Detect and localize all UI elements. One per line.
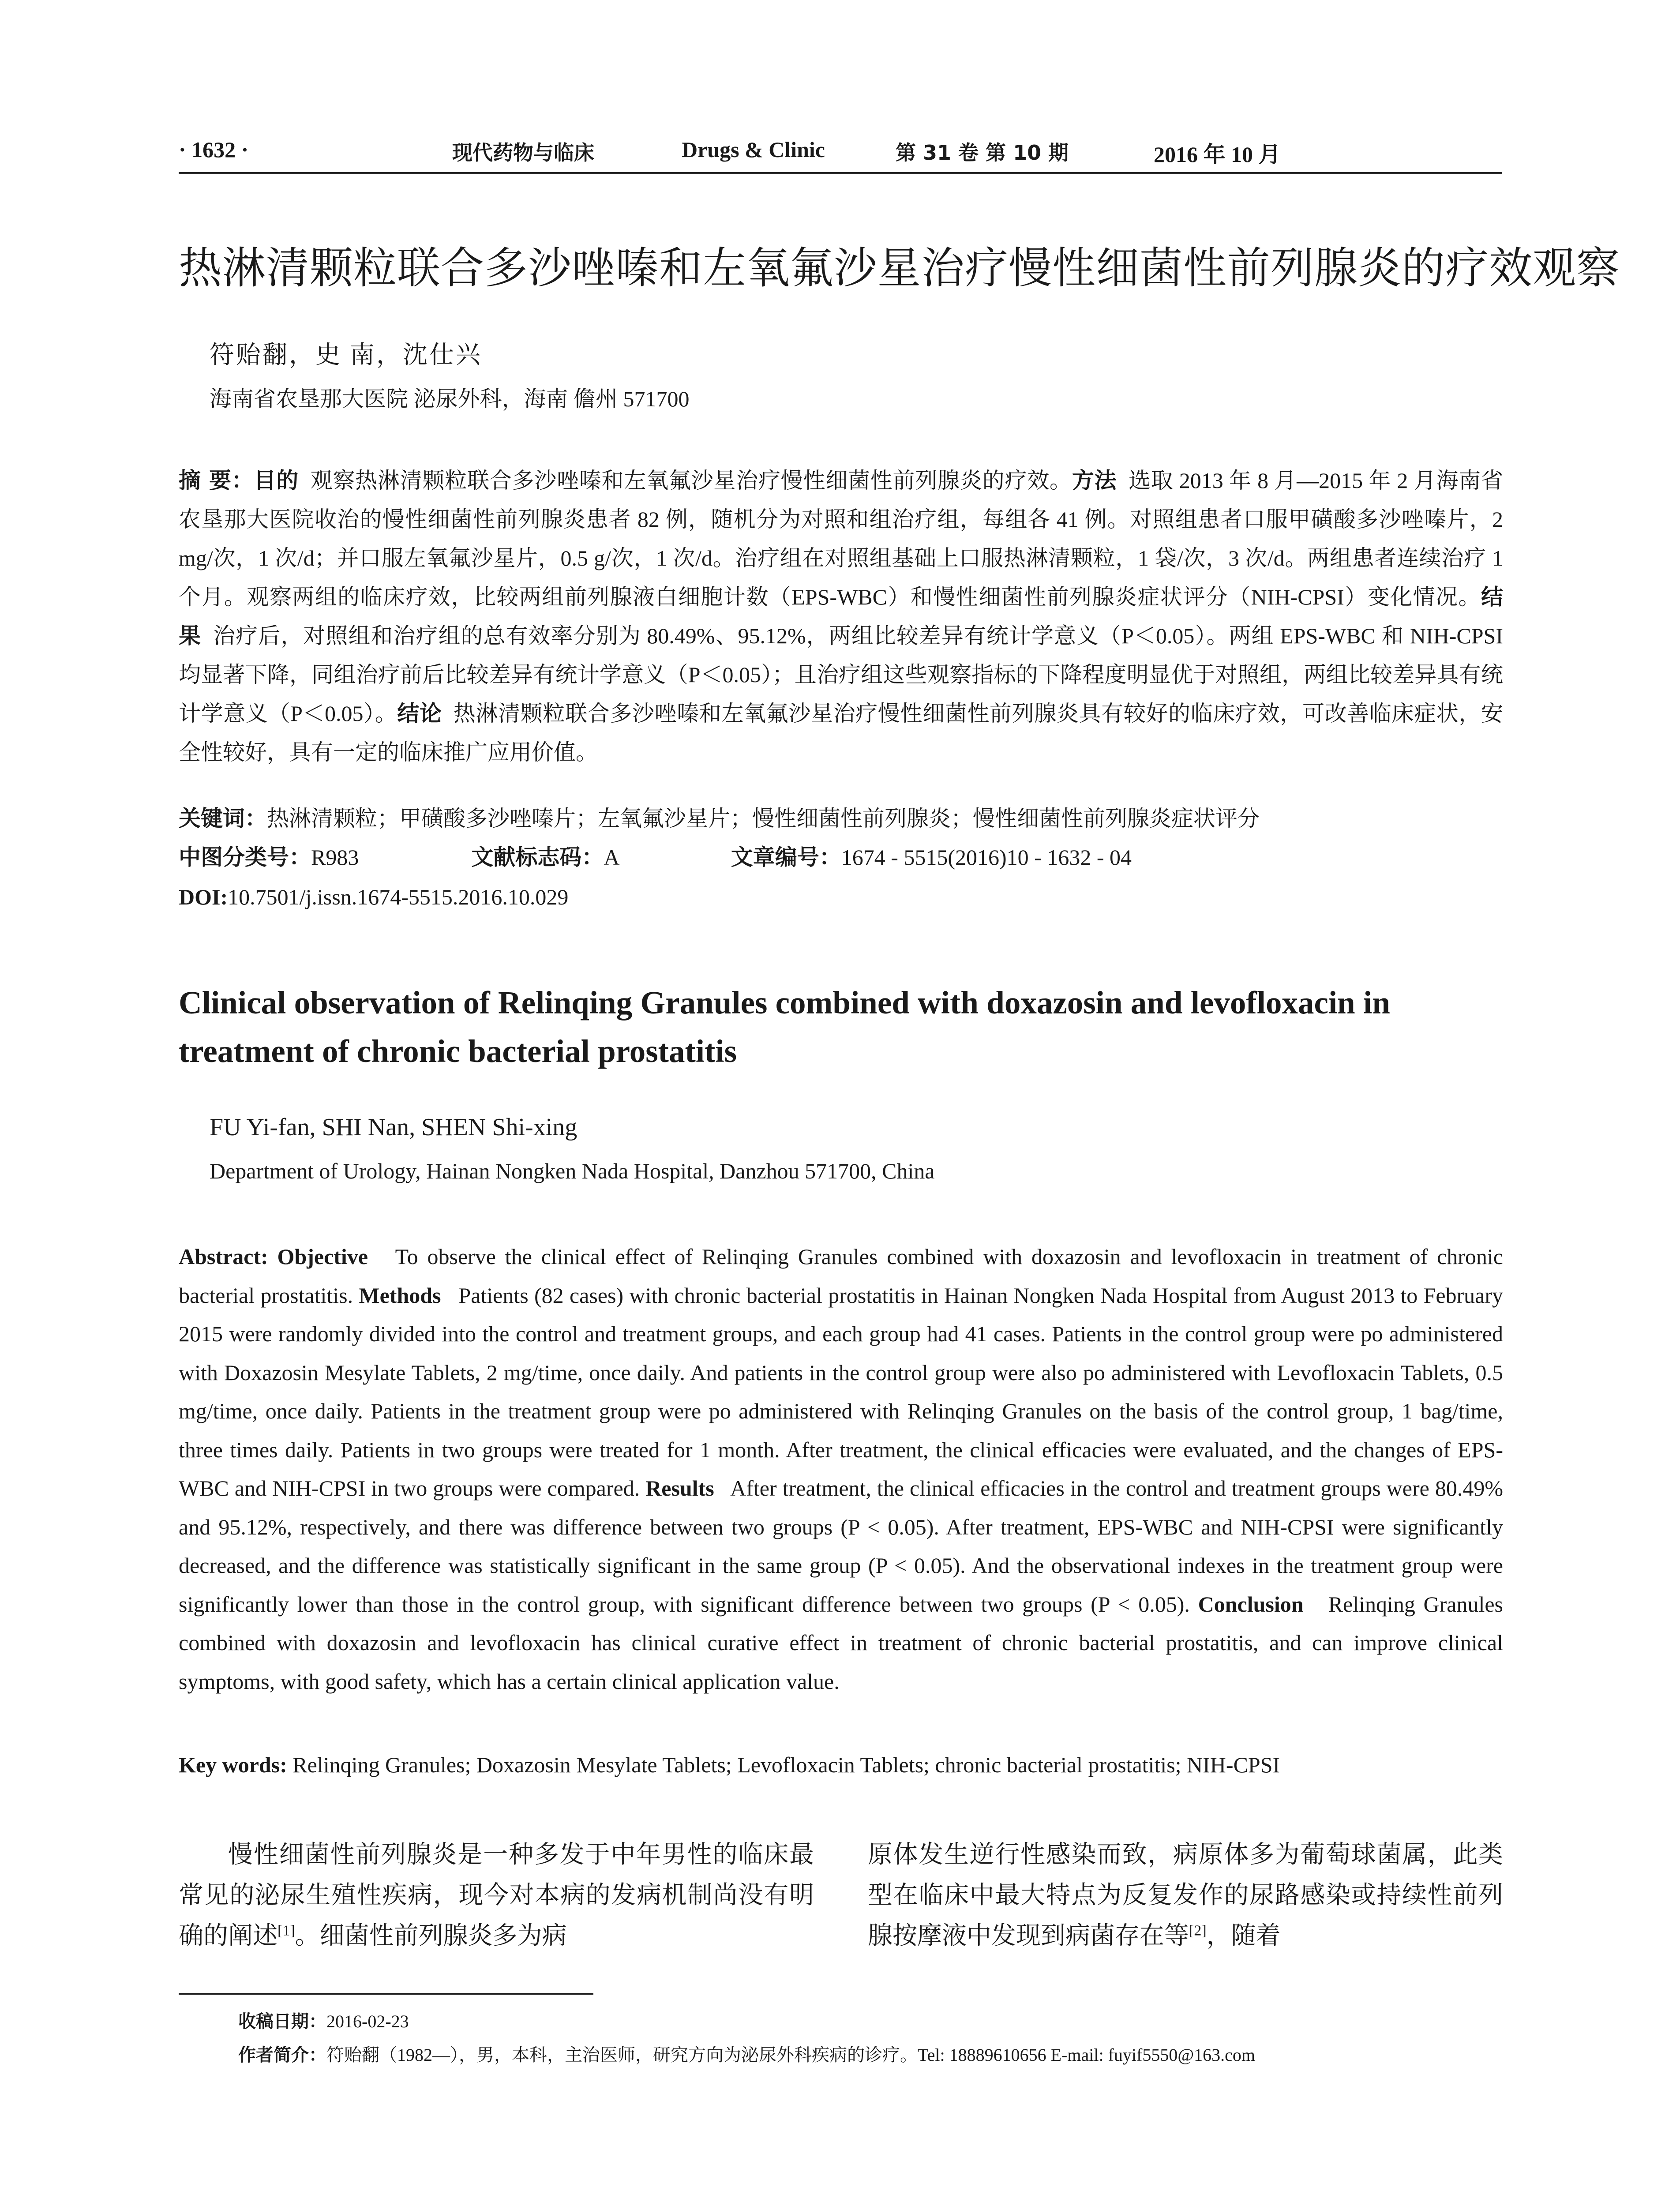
article-number-label: 文章编号：: [731, 844, 841, 870]
methods-text-cn: 选取 2013 年 8 月—2015 年 2 月海南省农垦那大医院收治的慢性细菌性前列腺炎患者 82 例，随机分为对照和组治疗组，每组各 41 例。对照组患者口服甲磺酸多沙唑嗪片，2 mg/次，1 次/d；并口服左氧氟沙星片，0.5 g/次，1 次/d。治疗组在对照组基础上口服热淋清颗粒，1 袋/次，3 次/d。两组患者连续治疗 1 个月。观察两组的临床疗效，比较两组前列腺液白细胞计数（EPS-WBC）和慢性细菌性前列腺炎症状评分（NIH-CPSI）变化情况。: [179, 468, 1504, 609]
objective-label-en: Objective: [277, 1244, 368, 1269]
doi-value[interactable]: 10.7501/j.issn.1674-5515.2016.10.029: [228, 885, 569, 909]
affiliation-cn: 海南省农垦那大医院 泌尿外科，海南 儋州 571700: [210, 386, 690, 411]
author-bio-label: 作者简介：: [238, 2045, 326, 2065]
body-text-left-b: 。细菌性前列腺炎多为病: [295, 1922, 567, 1950]
article-title-cn: 热淋清颗粒联合多沙唑嗪和左氧氟沙星治疗慢性细菌性前列腺炎的疗效观察: [179, 243, 1620, 293]
conclusion-label-cn: 结论: [397, 701, 442, 726]
conclusion-text-cn: 热淋清颗粒联合多沙唑嗪和左氧氟沙星治疗慢性细菌性前列腺炎具有较好的临床疗效，可改善临床症状，安全性较好，具有一定的临床推广应用价值。: [179, 701, 1504, 765]
objective-text-cn: 观察热淋清颗粒联合多沙唑嗪和左氧氟沙星治疗慢性细菌性前列腺炎的疗效。: [310, 468, 1072, 493]
conclusion-label-en: Conclusion: [1198, 1591, 1304, 1617]
footnote-received: [238, 2008, 409, 2035]
doc-code-label: 文献标志码：: [471, 844, 604, 870]
clc-value: R983: [311, 845, 359, 870]
body-text-left-a: 慢性细菌性前列腺炎是一种多发于中年男性的临床最常见的泌尿生殖性疾病，现今对本病的发病机制尚没有明确的阐述: [179, 1841, 814, 1950]
keywords-label-cn: 关键词：: [179, 806, 267, 831]
methods-label-cn: 方法: [1072, 468, 1117, 493]
article-number-value: 1674 - 5515(2016)10 - 1632 - 04: [841, 845, 1132, 870]
affiliation-en: Department of Urology, Hainan Nongken Nada Hospital, Danzhou 571700, China: [210, 1159, 935, 1183]
journal-name-cn: 现代药物与临床: [452, 141, 594, 165]
footnote-divider: [179, 1993, 593, 1995]
body-column-right: [868, 1835, 1503, 1956]
received-label: 收稿日期：: [238, 2011, 326, 2032]
results-text-cn: 治疗后，对照组和治疗组的总有效率分别为 80.49%、95.12%，两组比较差异有统计学意义（P＜0.05）。两组 EPS-WBC 和 NIH-CPSI 均显著下降，同组治疗前后比较差异有统计学意义（P＜0.05）；且治疗组这些观察指标的下降程度明显优于对照组，两组比较差异具有统计学意义（P＜0.05）。: [179, 623, 1504, 726]
methods-text-en: Patients (82 cases) with chronic bacterial prostatitis in Hainan Nongken Nada Hospital from August 2013 to February 2015 were randomly divided into the control and treatment groups, and each group had 41 cases. Patients in the control group were po administered with Doxazosin Mesylate Tablets, 2 mg/time, once daily. And patients in the control group were also po administered with Levofloxacin Tablets, 0.5 mg/time, once daily. Patients in the treatment group were po administered with Relinqing Granules on the basis of the control group, 1 bag/time, three times daily. Patients in two groups were treated for 1 month. After treatment, the clinical efficacies were evaluated, and the changes of EPS-WBC and NIH-CPSI in two groups were compared.: [179, 1283, 1504, 1501]
footnote-author: [238, 2042, 1255, 2068]
keywords-text-cn: 热淋清颗粒；甲磺酸多沙唑嗪片；左氧氟沙星片；慢性细菌性前列腺炎；慢性细菌性前列腺炎症状评分: [267, 806, 1260, 831]
running-header: [179, 132, 1502, 174]
clc-label: 中图分类号：: [179, 844, 311, 870]
results-label-cn: 结果: [179, 584, 1503, 649]
received-date: 2016-02-23: [326, 2011, 409, 2031]
issue-date: 2016 年 10 月: [1154, 142, 1281, 167]
authors-en: FU Yi-fan, SHI Nan, SHEN Shi-xing: [210, 1114, 578, 1141]
authors-cn: 符贻翻，史 南，沈仕兴: [210, 341, 482, 369]
keywords-label-en: Key words:: [179, 1752, 287, 1777]
body-text-right-a: 原体发生逆行性感染而致，病原体多为葡萄球菌属，此类型在临床中最大特点为反复发作的尿路感染或持续性前列腺按摩液中发现到病菌存在等: [868, 1841, 1503, 1950]
journal-name-en: Drugs & Clinic: [682, 137, 825, 162]
body-paragraph-right: [868, 1835, 1503, 1956]
volume-issue: 第 31 卷 第 10 期: [896, 141, 1069, 165]
body-column-left: [179, 1835, 814, 1956]
doc-code-value: A: [604, 845, 619, 870]
conclusion-text-en: Relinqing Granules combined with doxazosin and levofloxacin has clinical curative effect in treatment of chronic bacterial prostatitis, and can improve clinical symptoms, with good safety, which has a certain clinical application value.: [179, 1591, 1504, 1694]
results-text-en: After treatment, the clinical efficacies in the control and treatment groups were 80.49% and 95.12%, respectively, and there was difference between two groups (P < 0.05). After treatment, EPS-WBC and NIH-CPSI were significantly decreased, and the difference was statistically significant in the same group (P < 0.05). And the observational indexes in the treatment group were significantly lower than those in the control group, with significant difference between two groups (P < 0.05).: [179, 1476, 1504, 1617]
objective-text-en: To observe the clinical effect of Relinqing Granules combined with doxazosin and levofloxacin in treatment of chronic bacterial prostatitis.: [179, 1244, 1503, 1308]
results-label-en: Results: [645, 1476, 714, 1501]
abstract-label-en: Abstract:: [179, 1244, 268, 1269]
abstract-en: [179, 1238, 1503, 1701]
citation-ref-2[interactable]: [2]: [1189, 1922, 1207, 1939]
body-text-right-b: ，随着: [1206, 1922, 1281, 1950]
doi-label: DOI:: [179, 885, 228, 909]
keywords-cn: [179, 803, 1260, 834]
keywords-en: [179, 1747, 1503, 1782]
abstract-cn: [179, 461, 1503, 772]
body-paragraph-left: [179, 1835, 814, 1956]
classification-line: [179, 842, 1132, 873]
citation-ref-1[interactable]: [1]: [278, 1922, 295, 1939]
keywords-text-en: Relinqing Granules; Doxazosin Mesylate Tablets; Levofloxacin Tablets; chronic bacterial prostatitis; NIH-CPSI: [292, 1752, 1280, 1777]
author-bio-text: 符贻翻（1982—），男，本科，主治医师，研究方向为泌尿外科疾病的诊疗。Tel: 18889610656 E-mail: fuyif5550@163.com: [326, 2045, 1256, 2065]
page-number: · 1632 ·: [179, 137, 249, 162]
doi-line: [179, 882, 568, 912]
article-title-en: Clinical observation of Relinqing Granules combined with doxazosin and levofloxacin in treatment of chronic bacterial prostatitis: [179, 985, 1390, 1069]
objective-label-cn: 目的: [254, 468, 299, 493]
methods-label-en: Methods: [359, 1283, 441, 1308]
abstract-label-cn: 摘 要：: [179, 468, 254, 493]
